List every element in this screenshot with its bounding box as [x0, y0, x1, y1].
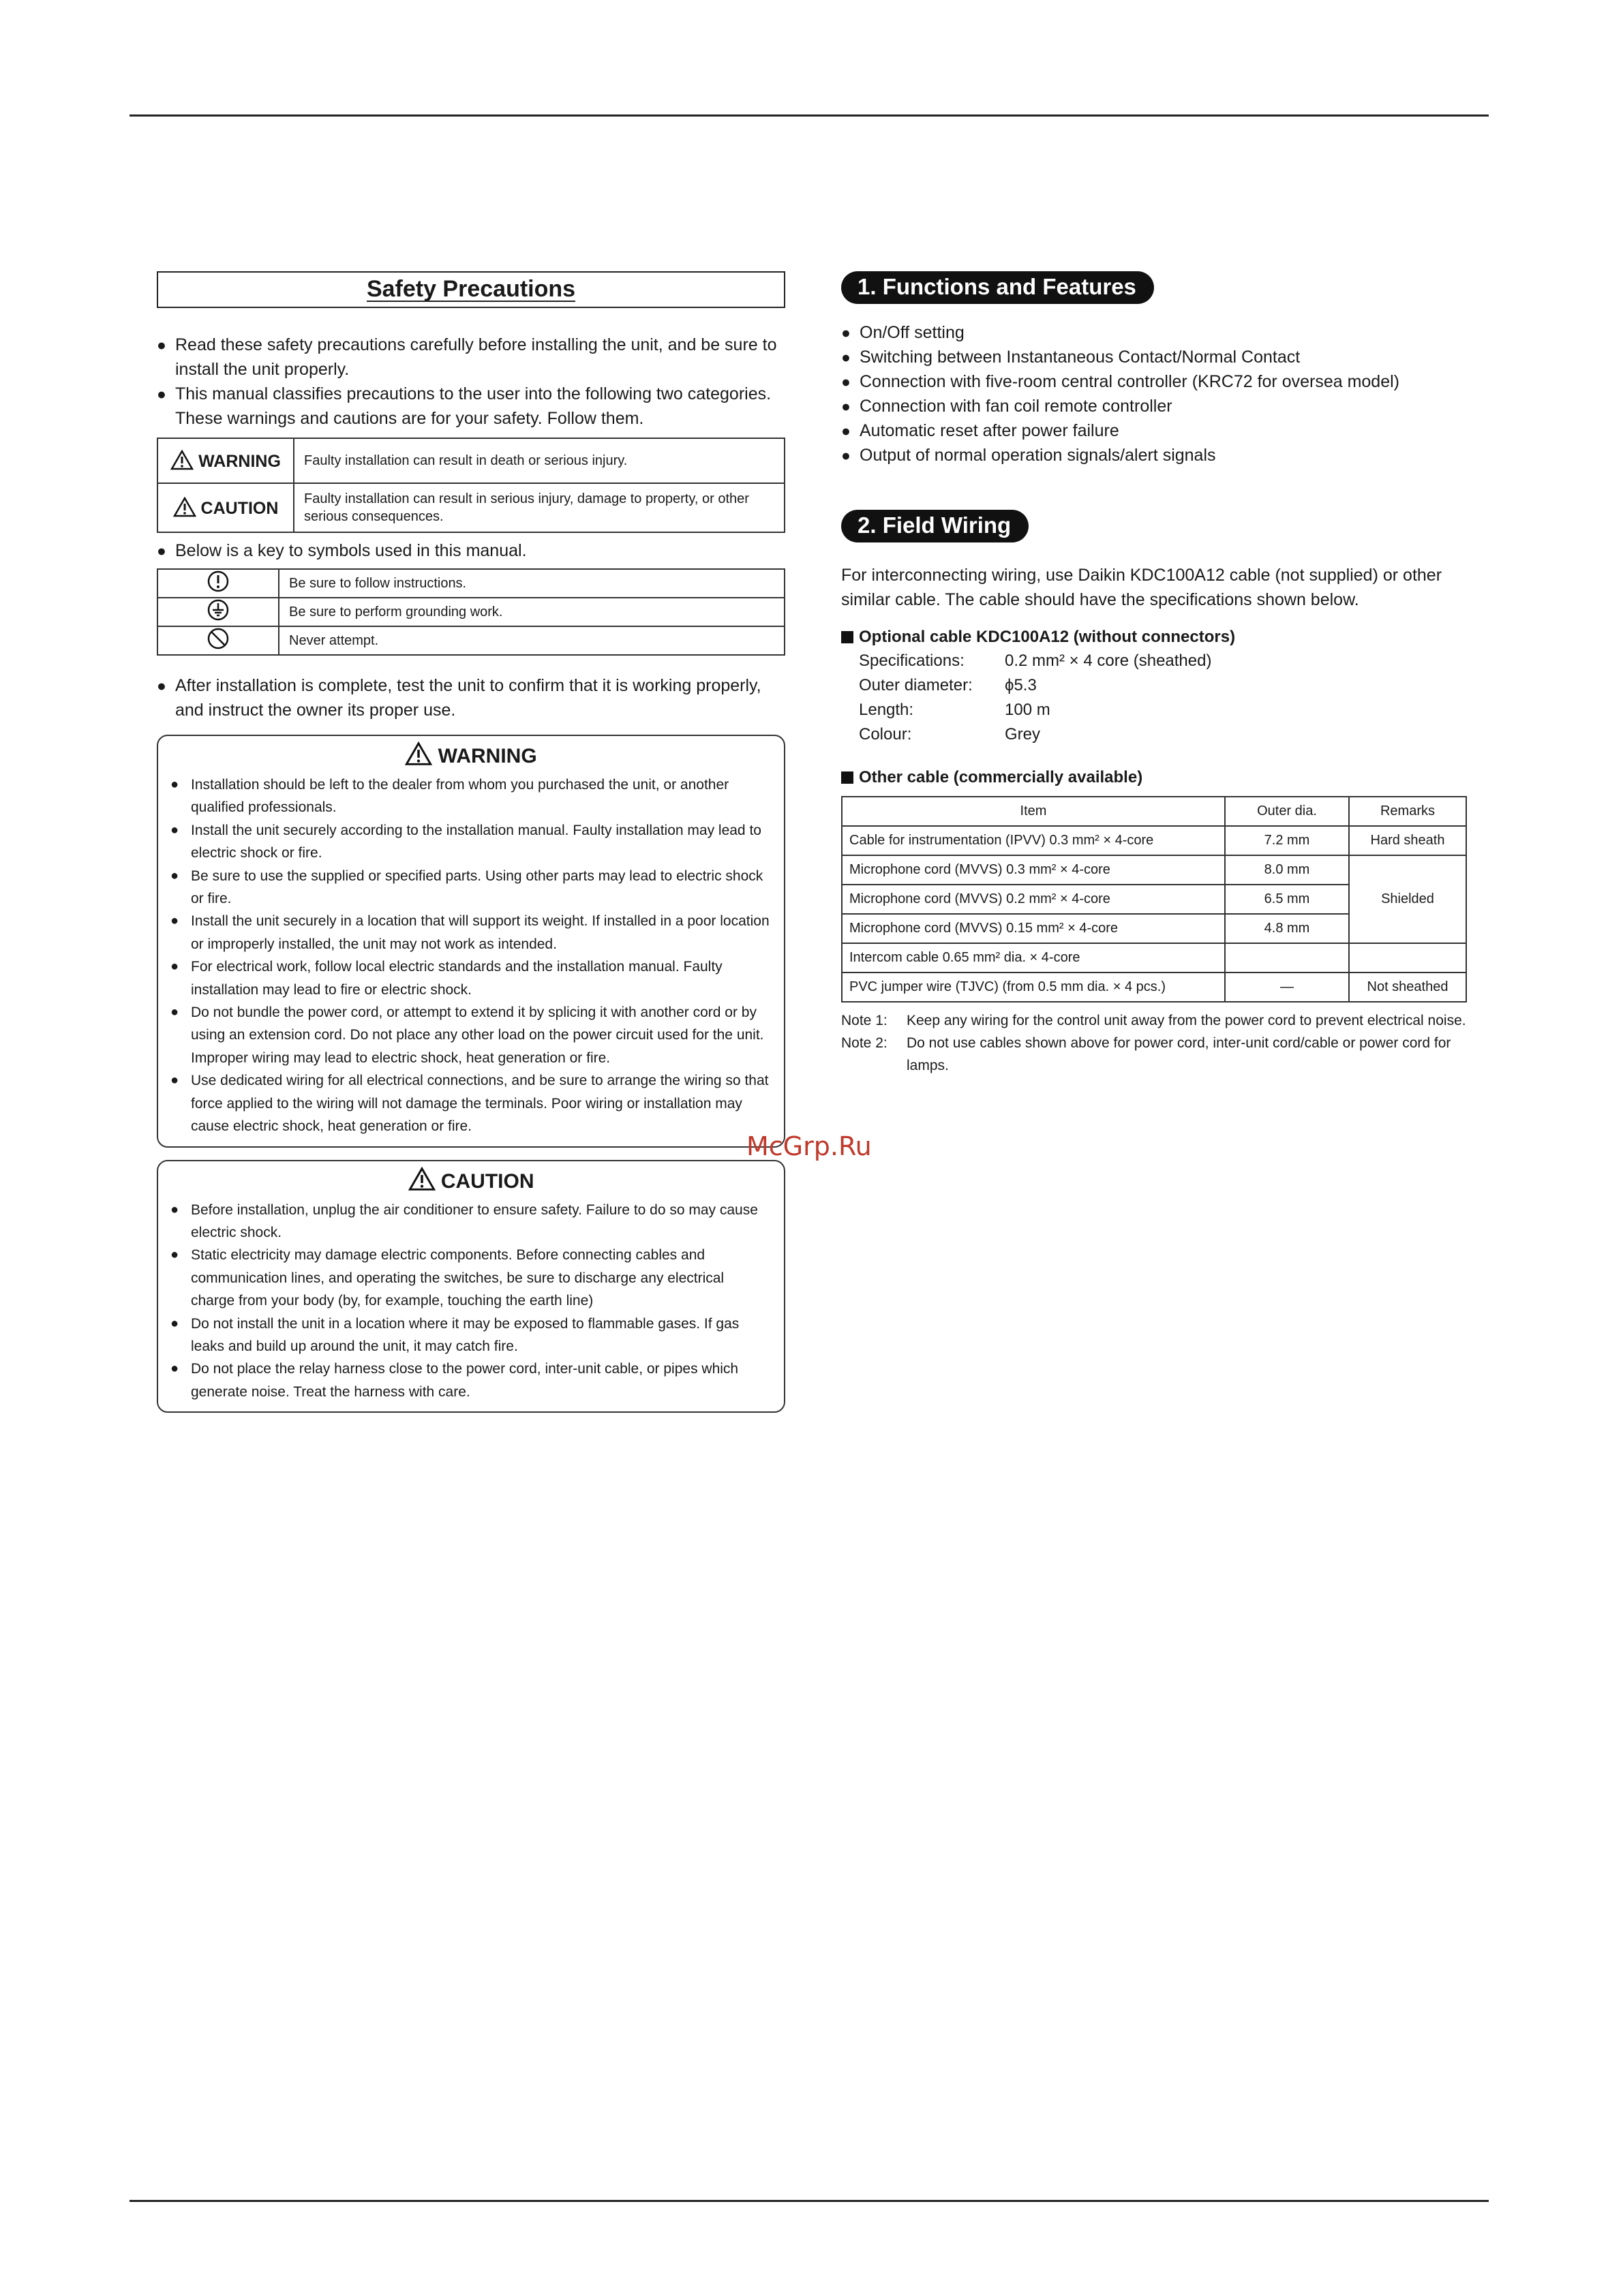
prohibited-icon: [207, 627, 230, 650]
note-key: Note 2:: [841, 1035, 888, 1051]
spec-row: [841, 722, 1468, 747]
table-cell-item: Intercom cable 0.65 mm² dia. × 4-core: [842, 943, 1225, 973]
spec-key: Specifications:: [859, 652, 965, 670]
function-item: ● Connection with fan coil remote controller: [841, 394, 1468, 418]
safety-intro-2: ● This manual classifies precautions to the user into the following two categories. These warnings and cautions are for your safety. Follow them.: [157, 382, 785, 431]
safety-title: Safety Precautions: [366, 276, 576, 302]
symbol-row: [157, 598, 785, 626]
table-cell-dia: 7.2 mm: [1225, 826, 1349, 855]
spec-value: Grey: [1005, 725, 1041, 744]
table-cell-item: PVC jumper wire (TJVC) (from 0.5 mm dia. × 4 pcs.): [842, 973, 1225, 1002]
watermark: McGrp.Ru: [746, 1131, 872, 1161]
table-cell-remarks: Shielded: [1349, 855, 1466, 943]
caution-label-cell: [157, 483, 294, 532]
spec-row: [841, 698, 1468, 722]
warning-label-cell: [157, 438, 294, 483]
top-rule: [130, 114, 1489, 117]
spec-value: ϕ5.3: [1005, 676, 1037, 694]
functions-title: 1. Functions and Features: [841, 271, 1154, 304]
warning-item: ● Be sure to use the supplied or specified parts. Using other parts may lead to electric shock or fire.: [170, 865, 772, 910]
table-cell-remarks: [1349, 943, 1466, 973]
category-row: [157, 438, 785, 483]
table-row: [842, 943, 1466, 973]
table-cell-dia: 8.0 mm: [1225, 855, 1349, 885]
table-header: Item: [842, 797, 1225, 826]
caution-label: CAUTION: [200, 499, 279, 518]
symbol-text: Be sure to follow instructions.: [279, 569, 785, 598]
table-row: [842, 973, 1466, 1002]
warning-item: ● Do not bundle the power cord, or attempt to extend it by splicing it with another cord or by using an extension cord. Do not place any other load on the power circuit used for the unit. Improper wiring may lead to electric shock, heat generation or fire.: [170, 1001, 772, 1069]
table-cell-item: Microphone cord (MVVS) 0.3 mm² × 4-core: [842, 855, 1225, 885]
spec-key: Length:: [859, 701, 914, 719]
spec-row: [841, 673, 1468, 698]
caution-item: ● Do not install the unit in a location where it may be exposed to flammable gases. If gas leaks and build up around the unit, it may catch fire.: [170, 1313, 772, 1358]
warning-box-title-text: WARNING: [438, 745, 537, 767]
safety-intro-1: ● Read these safety precautions carefully before installing the unit, and be sure to install the unit properly.: [157, 333, 785, 382]
symbols-intro: ● Below is a key to symbols used in this manual.: [157, 538, 785, 563]
table-header: Outer dia.: [1225, 797, 1349, 826]
table-row: [842, 826, 1466, 855]
warning-item: ● Install the unit securely according to the installation manual. Faulty installation may lead to electric shock or fire.: [170, 819, 772, 865]
table-cell-item: Cable for instrumentation (IPVV) 0.3 mm² × 4-core: [842, 826, 1225, 855]
warning-item: ● Use dedicated wiring for all electrical connections, and be sure to arrange the wiring so that force applied to the wiring will not damage the terminals. Poor wiring or installation may cause electric shock, heat generation or fire.: [170, 1069, 772, 1137]
table-cell-remarks: Not sheathed: [1349, 973, 1466, 1002]
symbols-table: [157, 568, 785, 656]
caution-item: ● Do not place the relay harness close to the power cord, inter-unit cable, or pipes which generate noise. Treat the harness with care.: [170, 1358, 772, 1403]
table-cell-dia: 4.8 mm: [1225, 914, 1349, 943]
note-2: [841, 1032, 1468, 1077]
note-1: [841, 1009, 1468, 1032]
warning-item: ● Install the unit securely in a location that will support its weight. If installed in a poor location or improperly installed, the unit may not work as intended.: [170, 910, 772, 955]
table-cell-remarks: Hard sheath: [1349, 826, 1466, 855]
caution-item: ● Static electricity may damage electric components. Before connecting cables and communication lines, and operating the switches, be sure to discharge any electrical charge from your body (by, for example, touching the earth line): [170, 1244, 772, 1312]
category-row: [157, 483, 785, 532]
symbol-text: Never attempt.: [279, 626, 785, 655]
bottom-rule: [130, 2200, 1489, 2202]
safety-title-box: [157, 271, 785, 308]
warning-label: WARNING: [198, 452, 281, 471]
spec-value: 100 m: [1005, 701, 1050, 719]
warning-item: ● Installation should be left to the dealer from whom you purchased the unit, or another qualified professionals.: [170, 774, 772, 819]
caution-box: [157, 1160, 785, 1413]
spec-key: Outer diameter:: [859, 676, 973, 694]
note-key: Note 1:: [841, 1013, 888, 1028]
symbol-row: [157, 626, 785, 655]
function-item: ● On/Off setting: [841, 320, 1468, 345]
table-header-row: [842, 797, 1466, 826]
functions-wiring-column: [841, 271, 1468, 1077]
table-cell-dia: —: [1225, 973, 1349, 1002]
function-item: ● Connection with five-room central controller (KRC72 for oversea model): [841, 369, 1468, 394]
safety-column: [157, 271, 785, 1413]
after-install-text: ● After installation is complete, test the unit to confirm that it is working properly, and instruct the owner its proper use.: [157, 673, 785, 722]
other-cable-title: Other cable (commercially available): [841, 766, 1468, 789]
follow-instructions-icon: [207, 570, 230, 593]
cable-table: [841, 796, 1467, 1002]
table-cell-item: Microphone cord (MVVS) 0.15 mm² × 4-core: [842, 914, 1225, 943]
caution-triangle-icon: [408, 1167, 436, 1191]
optional-cable-title: Optional cable KDC100A12 (without connectors): [841, 626, 1468, 649]
category-table: [157, 438, 785, 533]
table-cell-dia: [1225, 943, 1349, 973]
caution-box-title: [170, 1167, 772, 1193]
spec-row: [841, 649, 1468, 673]
table-cell-item: Microphone cord (MVVS) 0.2 mm² × 4-core: [842, 885, 1225, 914]
wiring-intro: For interconnecting wiring, use Daikin KDC100A12 cable (not supplied) or other similar cable. The cable should have the specifications shown below.: [841, 566, 1442, 609]
symbol-icon-cell: [157, 598, 279, 626]
function-item: ● Output of normal operation signals/alert signals: [841, 443, 1468, 468]
warning-item: ● For electrical work, follow local electric standards and the installation manual. Faulty installation may lead to fire or electric shock.: [170, 955, 772, 1001]
warning-description: Faulty installation can result in death or serious injury.: [294, 438, 785, 483]
warning-triangle-icon: [170, 450, 194, 470]
function-item: ● Automatic reset after power failure: [841, 418, 1468, 443]
caution-description: Faulty installation can result in serious injury, damage to property, or other serious consequences.: [294, 483, 785, 532]
symbol-row: [157, 569, 785, 598]
warning-box: [157, 735, 785, 1148]
note-text: Do not use cables shown above for power cord, inter-unit cord/cable or power cord for lamps.: [907, 1035, 1451, 1073]
warning-triangle-icon: [405, 741, 432, 766]
symbol-text: Be sure to perform grounding work.: [279, 598, 785, 626]
table-cell-dia: 6.5 mm: [1225, 885, 1349, 914]
symbol-icon-cell: [157, 569, 279, 598]
caution-triangle-icon: [173, 497, 196, 517]
function-item: ● Switching between Instantaneous Contact/Normal Contact: [841, 345, 1468, 369]
caution-box-title-text: CAUTION: [440, 1169, 534, 1193]
symbol-icon-cell: [157, 626, 279, 655]
spec-value: 0.2 mm² × 4 core (sheathed): [1005, 652, 1212, 670]
note-text: Keep any wiring for the control unit away from the power cord to prevent electrical noise.: [907, 1013, 1466, 1028]
table-header: Remarks: [1349, 797, 1466, 826]
spec-key: Colour:: [859, 725, 912, 744]
warning-box-title: [170, 741, 772, 768]
field-wiring-title: 2. Field Wiring: [841, 510, 1029, 542]
grounding-icon: [207, 598, 230, 622]
caution-item: ● Before installation, unplug the air conditioner to ensure safety. Failure to do so may cause electric shock.: [170, 1199, 772, 1244]
table-row: [842, 855, 1466, 885]
